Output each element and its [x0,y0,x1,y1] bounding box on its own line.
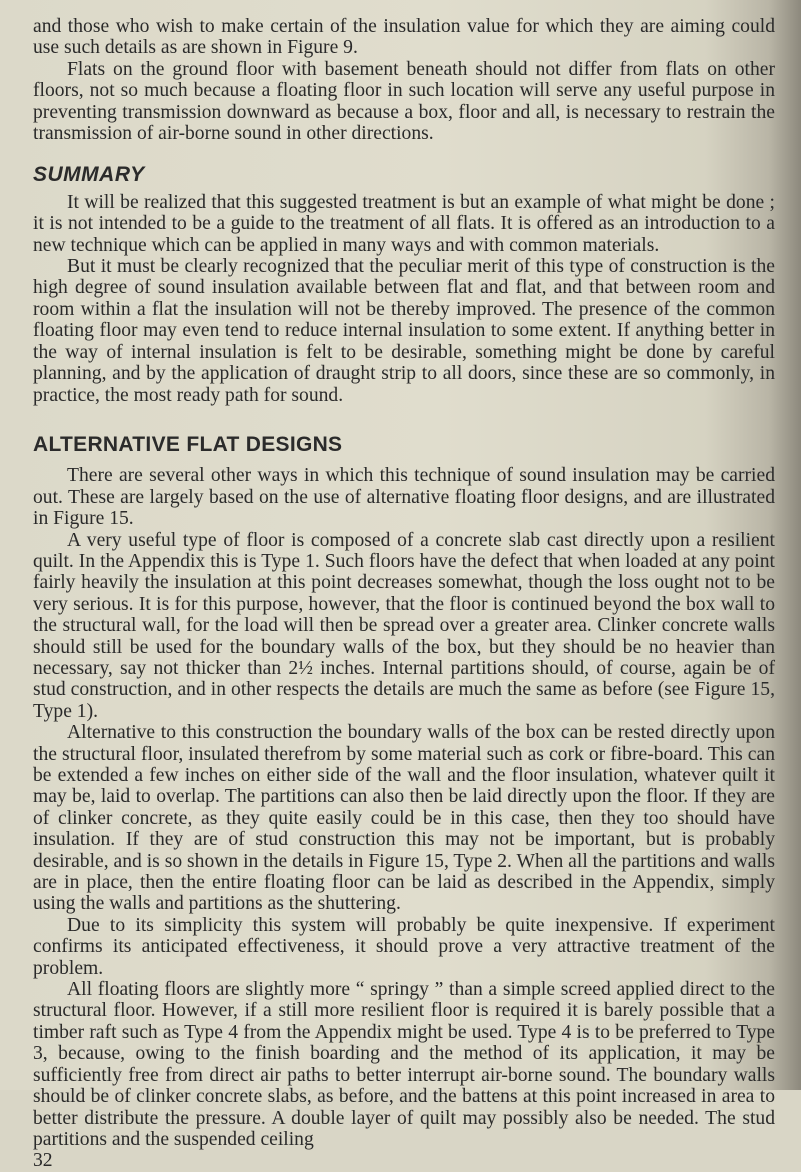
page-number: 32 [33,1150,53,1172]
alternative-paragraph-5: All floating floors are slightly more “ springy ” than a simple screed applied direct to the structural floor. However, if a still more resilient floor is required it is barely possible that a timber raft such as Type 4 from the Appendix might be used. Type 4 is to be preferred to Type 3, because, owing to the finish boarding and the method of its application, it may be sufficiently free from direct air paths to better interrupt air-borne sound. The boundary walls should be of clinker concrete slabs, as before, and the battens at this point increased in area to better distribute the pressure. A double layer of quilt may possibly also be needed. The stud partitions and the suspended ceiling [33,979,775,1150]
alternative-paragraph-1: There are several other ways in which this technique of sound insulation may be carried out. These are largely based on the use of alternative floating floor designs, and are illustrated in Figure 15. [33,465,775,530]
summary-heading: SUMMARY [33,163,145,187]
text-column [33,16,775,1172]
alternative-paragraph-3: Alternative to this construction the boundary walls of the box can be rested directly upon the structural floor, insulated therefrom by some material such as cork or fibre-board. This can be extended a few inches on either side of the wall and the floor insulation, whatever quilt it may be, laid to overlap. The partitions can also then be laid directly upon the floor. If they are of clinker concrete, as they quite easily could be in this case, then they too should have insulation. If they are of stud construction this may not be important, but is probably desirable, and is so shown in the details in Figure 15, Type 2. When all the partitions and walls are in place, then the entire floating floor can be laid as described in the Appendix, simply using the walls and partitions as the shuttering. [33,722,775,915]
intro-paragraph-2: Flats on the ground floor with basement beneath should not differ from flats on other floors, not so much because a floating floor in such location will serve any useful purpose in preventing transmission downward as because a box, floor and all, is necessary to restrain the transmission of air-borne sound in other directions. [33,58,775,145]
intro-paragraph-1: and those who wish to make certain of the insulation value for which they are aiming could use such details as are shown in Figure 9. [33,16,775,59]
summary-paragraph-1: It will be realized that this suggested treatment is but an example of what might be done ; it is not intended to be a guide to the treatment of all flats. It is offered as an introduction to a new technique which can be applied in many ways and with common materials. [33,191,775,256]
alternative-paragraph-4: Due to its simplicity this system will probably be quite inexpensive. If experiment confirms its anticipated effectiveness, it should prove a very attractive treatment of the problem. [33,914,775,979]
alternative-designs-heading: ALTERNATIVE FLAT DESIGNS [33,432,343,456]
summary-paragraph-2: But it must be clearly recognized that the peculiar merit of this type of construction is the high degree of sound insulation available between flat and flat, and that between room and room within a flat the insulation will not be thereby improved. The presence of the common floating floor may even tend to reduce internal insulation to some extent. If anything better in the way of internal insulation is felt to be desirable, something might be done by careful planning, and by the application of draught strip to all doors, since these are so commonly, in practice, the most ready path for sound. [33,256,775,406]
alternative-paragraph-2: A very useful type of floor is composed of a concrete slab cast directly upon a resilient quilt. In the Appendix this is Type 1. Such floors have the defect that when loaded at any point fairly heavily the insulation at this point decreases somewhat, though the loss ought not to be very serious. It is for this purpose, however, that the floor is continued beyond the box wall to the structural wall, for the load will then be spread over a greater area. Clinker concrete walls should still be used for the boundary walls of the box, but they should be no heavier than necessary, say not thicker than 2½ inches. Internal partitions should, of course, again be of stud construction, and in other respects the details are much the same as before (see Figure 15, Type 1). [33,529,775,722]
